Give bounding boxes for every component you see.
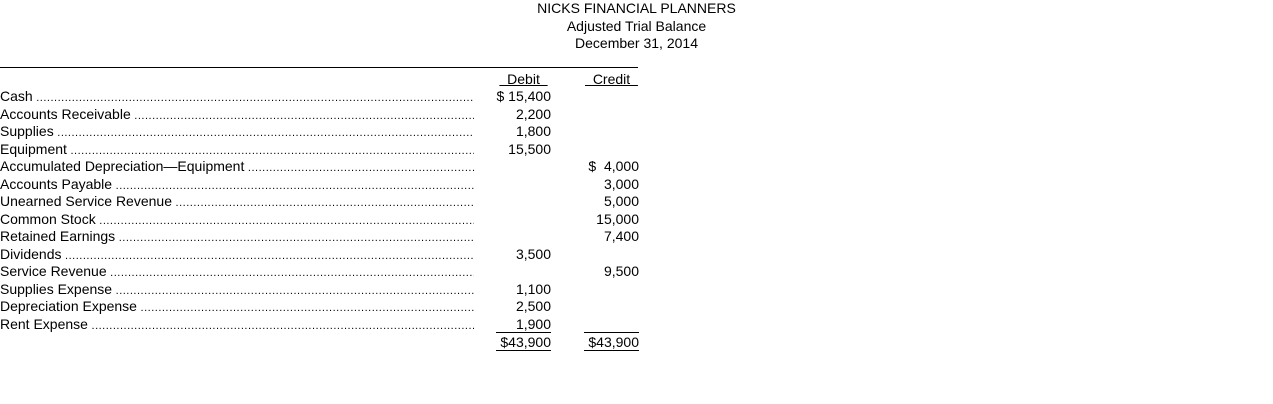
table-row	[0, 158, 640, 176]
credit-total: $43,900	[588, 334, 639, 350]
account-name: Service Revenue .....	[0, 263, 474, 283]
account-name: Accounts Receivable .....	[0, 106, 474, 126]
debit-amount: 2,500	[515, 298, 551, 314]
credit-amount: $ 4,000	[588, 158, 639, 174]
table-row	[0, 123, 640, 141]
statement-header	[0, 0, 1273, 53]
account-name: Unearned Service Revenue .....	[0, 193, 474, 213]
debit-total-rule	[496, 350, 551, 351]
table-row	[0, 88, 640, 106]
debit-total: $43,900	[500, 334, 551, 350]
debit-subtotal-rule	[496, 332, 551, 333]
header-rule	[0, 67, 638, 68]
credit-amount: 5,000	[603, 193, 639, 209]
table-row	[0, 298, 640, 316]
table-row	[0, 228, 640, 246]
debit-amount: 15,500	[508, 140, 551, 157]
totals-row	[0, 334, 640, 352]
debit-amount: 2,200	[515, 105, 551, 122]
debit-amount: 1,900	[515, 315, 551, 332]
account-name: Common Stock .....	[0, 211, 474, 231]
credit-subtotal-rule	[584, 332, 639, 333]
account-name: Dividends .....	[0, 246, 474, 266]
table-row	[0, 246, 640, 264]
account-name: Cash .....	[0, 88, 474, 108]
trial-balance-rows	[0, 88, 640, 333]
company-name: NICKS FINANCIAL PLANNERS	[537, 0, 736, 16]
debit-column-header	[496, 71, 551, 88]
table-row	[0, 193, 640, 211]
credit-column-header	[584, 71, 639, 88]
account-name: Accounts Payable .....	[0, 176, 474, 196]
account-name: Rent Expense .....	[0, 316, 474, 336]
account-name: Retained Earnings .....	[0, 228, 474, 248]
table-row	[0, 176, 640, 194]
statement-date: December 31, 2014	[575, 35, 698, 51]
table-row	[0, 263, 640, 281]
debit-amount: 1,800	[515, 123, 551, 139]
table-row	[0, 281, 640, 299]
credit-amount: 7,400	[603, 228, 639, 244]
credit-amount: 9,500	[603, 263, 639, 279]
credit-amount: 3,000	[603, 175, 639, 192]
credit-header-label: Credit	[585, 71, 638, 87]
table-row	[0, 316, 640, 334]
account-name: Supplies Expense .....	[0, 281, 474, 301]
debit-amount: 3,500	[515, 245, 551, 262]
debit-amount: 1,100	[515, 280, 551, 297]
credit-amount: 15,000	[596, 210, 639, 227]
table-row	[0, 106, 640, 124]
table-row	[0, 141, 640, 159]
debit-header-label: Debit	[499, 71, 548, 87]
account-name: Equipment .....	[0, 141, 474, 161]
table-row	[0, 211, 640, 229]
statement-title: Adjusted Trial Balance	[566, 17, 707, 34]
account-name: Depreciation Expense .....	[0, 298, 474, 318]
credit-total-rule	[584, 350, 639, 351]
debit-amount: $ 15,400	[496, 88, 551, 104]
account-name: Accumulated Depreciation—Equipment .....	[0, 158, 474, 178]
account-name: Supplies .....	[0, 123, 474, 143]
